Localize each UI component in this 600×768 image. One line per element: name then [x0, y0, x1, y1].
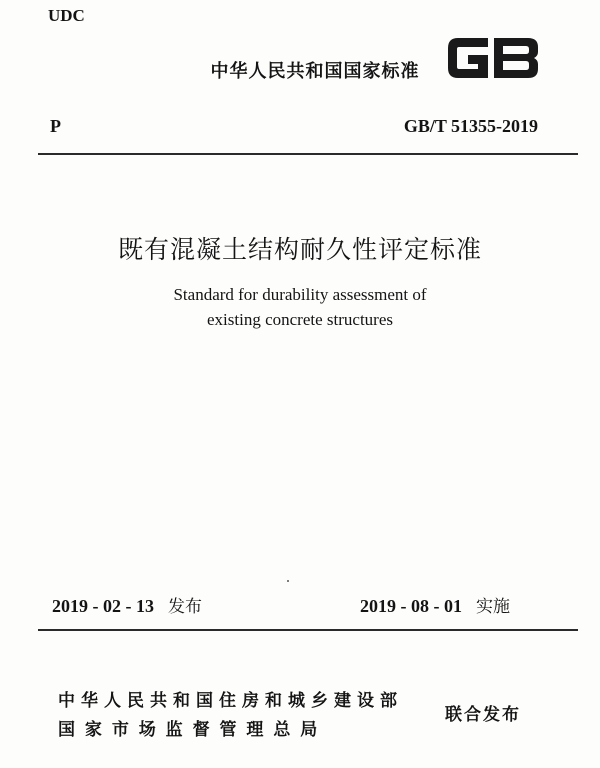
joint-issue-label: 联合发布 — [445, 705, 521, 725]
english-title-line-2: existing concrete structures — [207, 310, 393, 329]
national-standard-heading: 中华人民共和国国家标准 — [210, 61, 420, 82]
effective-label: 实施 — [476, 597, 510, 617]
classification-code: P — [50, 116, 61, 136]
top-divider — [38, 153, 578, 155]
chinese-title: 既有混凝土结构耐久性评定标准 — [117, 235, 482, 264]
issuer-line-1: 中华人民共和国住房和城乡建设部 — [58, 691, 403, 711]
effective-date: 2019 - 08 - 01 — [360, 596, 462, 616]
issue-date: 2019 - 02 - 13 — [52, 596, 154, 616]
standard-number: GB/T 51355-2019 — [403, 116, 538, 136]
bottom-divider — [38, 629, 578, 631]
effective-date-block — [360, 592, 510, 617]
issuer-line-2: 国 家 市 场 监 督 管 理 总 局 — [58, 720, 320, 740]
english-title-line-1: Standard for durability assessment of — [173, 285, 427, 304]
issue-date-block — [52, 592, 202, 617]
issue-label: 发布 — [168, 597, 202, 617]
english-title — [0, 282, 600, 332]
gb-logo — [440, 28, 544, 86]
speck — [287, 580, 289, 582]
udc-label: UDC — [48, 6, 85, 25]
